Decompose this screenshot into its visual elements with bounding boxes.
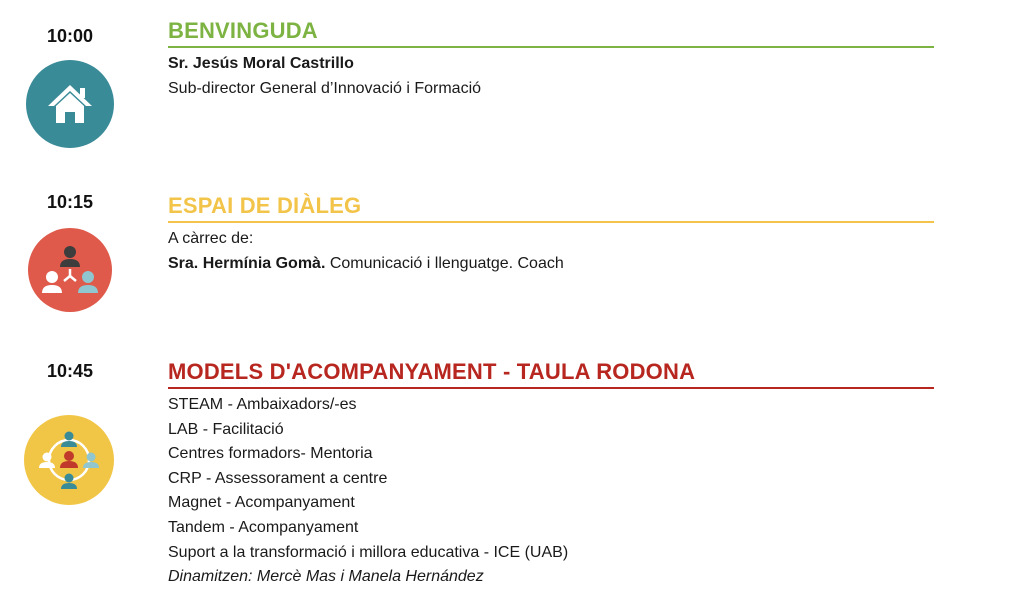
list-item: Tandem - Acompanyament bbox=[168, 518, 359, 536]
dialogue-people-icon bbox=[28, 228, 112, 312]
speaker-role: Comunicació i llenguatge. Coach bbox=[325, 254, 564, 272]
speaker-name: Sr. Jesús Moral Castrillo bbox=[168, 55, 354, 72]
title-divider bbox=[168, 46, 934, 48]
session-dialogue bbox=[168, 193, 934, 276]
list-item: Magnet - Acompanyament bbox=[168, 494, 355, 512]
list-item: CRP - Assessorament a centre bbox=[168, 469, 388, 487]
list-item: LAB - Facilitació bbox=[168, 420, 284, 438]
list-item: STEAM - Ambaixadors/-es bbox=[168, 396, 357, 413]
speaker-name: Sra. Hermínia Gomà. bbox=[168, 254, 326, 272]
section-title: MODELS D'ACOMPANYAMENT - TAULA RODONA bbox=[168, 359, 696, 384]
home-icon bbox=[26, 60, 114, 148]
moderators: Dinamitzen: Mercè Mas i Manela Hernández bbox=[168, 568, 484, 586]
speaker-line bbox=[168, 252, 934, 277]
list-item: Suport a la transformació i millora educativa - ICE (UAB) bbox=[168, 543, 569, 561]
list-item: Centres formadors- Mentoria bbox=[168, 445, 373, 463]
session-welcome bbox=[168, 18, 934, 101]
session-time: 10:00 bbox=[46, 26, 94, 46]
session-time: 10:15 bbox=[46, 192, 94, 212]
intro-text: A càrrec de: bbox=[168, 230, 254, 247]
title-divider bbox=[168, 221, 934, 223]
network-people-icon bbox=[24, 415, 114, 505]
speaker-role: Sub-director General d’Innovació i Formació bbox=[168, 79, 482, 97]
participant-list bbox=[168, 393, 934, 590]
title-divider bbox=[168, 387, 934, 389]
section-title: BENVINGUDA bbox=[168, 18, 318, 43]
session-round-table bbox=[168, 359, 934, 590]
section-title: ESPAI DE DIÀLEG bbox=[168, 193, 362, 218]
session-time: 10:45 bbox=[46, 361, 94, 381]
